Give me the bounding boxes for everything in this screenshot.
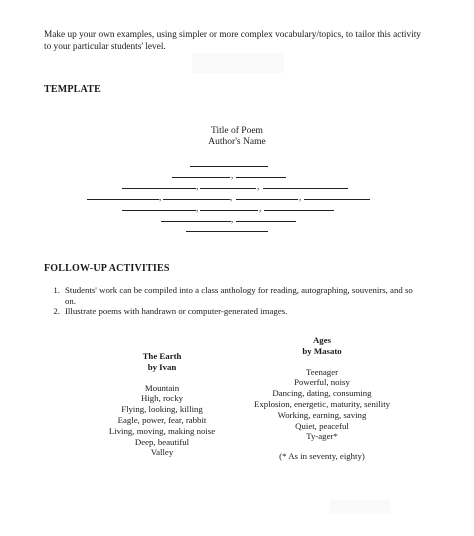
blank-line — [200, 210, 258, 211]
poem-title: Ages — [312, 335, 332, 345]
poem-line: Dancing, dating, consuming — [272, 388, 372, 399]
template-author-name: Author's Name — [208, 137, 266, 147]
poem-line: Flying, looking, killing — [121, 404, 203, 415]
poem-line: Teenager — [305, 366, 339, 377]
poem-line: High, rocky — [140, 393, 184, 404]
poem-the-earth — [106, 351, 218, 458]
blank-line — [186, 231, 268, 232]
blank-line — [200, 188, 256, 189]
poem-line: Deep, beautiful — [134, 436, 190, 447]
blank-line — [263, 188, 348, 189]
list-item-text: Students' work can be compiled into a class anthology for reading, autographing, souvenirs, and so on. — [65, 285, 413, 306]
poem-ages — [242, 335, 402, 462]
template-comma: , — [159, 192, 162, 202]
blank-line — [161, 221, 231, 222]
blank-line — [236, 221, 296, 222]
blank-line — [304, 199, 370, 200]
blank-line — [122, 188, 196, 189]
intro-paragraph: Make up your own examples, using simpler or more complex vocabulary/topics, to tailor this activity to your particular students' level. — [44, 30, 421, 52]
poem-line: Ty-ager* — [306, 431, 338, 442]
list-item — [44, 285, 424, 306]
poem-title: The Earth — [142, 351, 182, 361]
template-comma: , — [231, 170, 234, 180]
blank-line — [236, 177, 286, 178]
blank-line — [264, 210, 334, 211]
template-comma: , — [259, 203, 262, 213]
scan-smudge — [192, 53, 284, 73]
poem-line: Eagle, power, fear, rabbit — [117, 414, 207, 425]
follow-up-heading: FOLLOW-UP ACTIVITIES — [44, 263, 170, 274]
poem-line: Explosion, energetic, maturity, senility — [253, 398, 391, 409]
poem-line: Powerful, noisy — [294, 377, 350, 388]
blank-line — [163, 199, 230, 200]
blank-line — [172, 177, 230, 178]
poem-line: Valley — [150, 447, 174, 458]
template-comma: , — [230, 192, 233, 202]
list-item-number: 2. — [53, 306, 60, 316]
list-item-number: 1. — [53, 285, 60, 295]
template-comma: , — [196, 203, 199, 213]
poem-footnote: (* As in seventy, eighty) — [279, 451, 365, 462]
poem-line: Mountain — [144, 382, 180, 393]
poem-line: Working, earning, saving — [277, 409, 367, 420]
scan-noise — [330, 500, 390, 514]
poem-author: by Masato — [302, 345, 342, 356]
blank-line — [190, 166, 268, 167]
poem-line: Quiet, peaceful — [295, 420, 349, 431]
template-comma: , — [196, 181, 199, 191]
blank-line — [236, 199, 298, 200]
list-item-text: Illustrate poems with handrawn or computer-generated images. — [65, 306, 288, 316]
template-poem-title: Title of Poem — [211, 126, 263, 136]
poem-author: by Ivan — [147, 361, 177, 372]
template-heading: TEMPLATE — [44, 84, 101, 95]
blank-line — [87, 199, 159, 200]
template-comma: , — [299, 192, 302, 202]
list-item — [44, 306, 424, 317]
follow-up-list — [44, 285, 424, 317]
template-comma: , — [231, 214, 234, 224]
blank-line — [122, 210, 196, 211]
template-comma: , — [257, 181, 260, 191]
poem-line: Living, moving, making noise — [108, 425, 216, 436]
